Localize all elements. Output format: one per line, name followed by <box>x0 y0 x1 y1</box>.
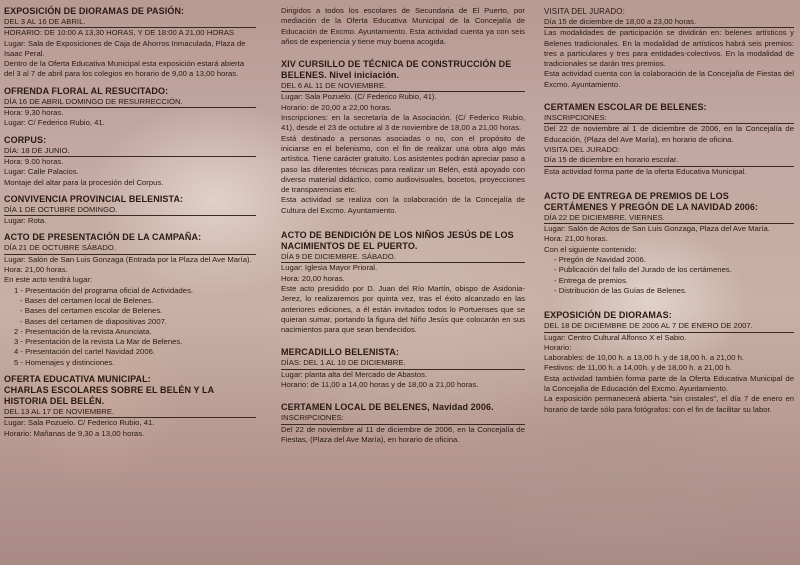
event-place: Lugar: Sala de Exposiciones de Caja de Ahorros Inmaculada, Plaza de Isaac Peral. <box>4 38 246 58</box>
jury-visit-date: Día 15 de diciembre en horario escolar. <box>544 155 794 166</box>
list-item: 3 - Presentación de la revista La Mar de Belenes. <box>14 337 183 347</box>
list-item: - Bases del certamen local de Belenes. <box>20 295 154 305</box>
event-time: Hora: 21,00 horas. <box>4 265 68 275</box>
event-dates: DEL 6 AL 11 DE NOVIEMBRE. <box>281 81 525 92</box>
event-date: DÍA 9 DE DICIEMBRE. SÁBADO. <box>281 252 525 263</box>
event-place: Lugar: planta alta del Mercado de Abastos. <box>281 369 428 379</box>
hours-weekdays: Laborables: de 10,00 h. a 13,00 h. y de 18,00 h. a 21,00 h. <box>544 353 745 363</box>
event-place: Lugar: Salón de San Luis Gonzaga (Entrada por la Plaza del Ave María). <box>4 254 252 264</box>
event-place: Lugar: Sala Pozuelo. C/ Federico Rubio, 41. <box>4 418 155 428</box>
section-title: CERTAMEN ESCOLAR DE BELENES: <box>544 102 707 113</box>
hours-holidays: Festivos: de 11,00 h. a 14,00h. y de 18,00 h. a 21,00 h. <box>544 363 732 373</box>
section-title: VISITA DEL JURADO: <box>544 7 625 16</box>
event-date: DÍA 1 DE OCTUBRE DOMINGO. <box>4 205 256 216</box>
event-date: DÍA: 18 DE JUNIO. <box>4 146 256 157</box>
paragraph: Del 22 de noviembre al 11 de diciembre de 2006, en la Concejalía de Fiestas, (Plaza del Ave María), en horario de oficina. <box>281 424 525 444</box>
inscriptions-label: INSCRIPCIONES: <box>544 113 794 124</box>
event-place: Lugar: C/ Federico Rubio, 41. <box>4 118 105 128</box>
section-title: CONVIVENCIA PROVINCIAL BELENISTA: <box>4 193 184 204</box>
section-title: EXPOSICIÓN DE DIORAMAS DE PASIÓN: <box>4 6 185 16</box>
list-item: 2 - Presentación de la revista Anunciata. <box>14 326 152 336</box>
section-subtitle: CHARLAS ESCOLARES SOBRE EL BELÉN Y LA HISTORIA DEL BELÉN. <box>4 385 214 407</box>
event-time: Hora: 21,00 horas. <box>544 234 608 244</box>
event-place: Lugar: Iglesia Mayor Prioral. <box>281 263 378 273</box>
inscriptions-label: INSCRIPCIONES: <box>281 413 525 424</box>
event-note: Montaje del altar para la procesión del Corpus. <box>4 177 164 187</box>
column-right <box>544 6 794 415</box>
event-intro: En este acto tendrá lugar: <box>4 275 93 285</box>
paragraph: Las modalidades de participación se dividirán en: belenes artísticos y Belenes tradicionales. En la modalidad de artísticos habrá seis premios: tres a particulares y tres para entidades-colectivos. En la modalidad de tradicionales se darán tres premios. <box>544 28 794 69</box>
section-title: XIV CURSILLO DE TÉCNICA DE CONSTRUCCIÓN DE BELENES. Nivel iniciación. <box>281 59 512 81</box>
list-item: 1 - Presentación del programa oficial de Actividades. <box>14 285 194 295</box>
list-item: - Entrega de premios. <box>554 275 628 285</box>
event-hours: Horario: de 20,00 a 22,00 horas. <box>281 102 392 112</box>
event-date: DÍA 16 DE ABRIL DOMINGO DE RESURRECCIÓN. <box>4 97 256 108</box>
event-time: Hora: 9,30 horas. <box>4 108 64 118</box>
paragraph: La exposición permanecerá abierta "sin cristales", el día 7 de enero en horario de tarde sólo para fotógrafos: con el fin de facilitar su labor. <box>544 394 794 414</box>
paragraph: Esta actividad también forma parte de la Oferta Educativa Municipal de la Concejalía de Educación del Excmo. Ayuntamiento. <box>544 373 794 394</box>
list-item: - Distribución de las Guías de Belenes. <box>554 285 687 295</box>
event-date: DÍA 21 DE OCTUBRE SÁBADO. <box>4 243 256 254</box>
section-title: ACTO DE BENDICIÓN DE LOS NIÑOS JESÚS DE LOS NACIMIENTOS DE EL PUERTO. <box>281 230 514 252</box>
list-item: - Publicación del fallo del Jurado de los certámenes. <box>554 265 732 275</box>
paragraph: Esta actividad forma parte de la oferta Educativa Municipal. <box>544 166 747 176</box>
event-dates: DÍAS: DEL 1 AL 10 DE DICIEMBRE. <box>281 358 525 369</box>
section-title: ACTO DE PRESENTACIÓN DE LA CAMPAÑA: <box>4 232 202 243</box>
intro-paragraph: Dirigidos a todos los escolares de Secundaria de El Puerto, por mediación de la Oferta Educativa Municipal de la Concejalía de Educación de Excmo. Ayuntamiento. Esta actividad cuenta ya con seis años de experiencia y tiene muy buena acogida. <box>281 6 525 46</box>
section-title: OFRENDA FLORAL AL RESUCITADO: <box>4 85 169 96</box>
event-date: DÍA 22 DE DICIEMBRE. VIERNES. <box>544 213 794 224</box>
hours-label: Horario: <box>544 342 572 352</box>
list-item: - Bases del certamen de diapositivas 2007. <box>20 316 168 326</box>
paragraph: Del 22 de noviembre al 1 de diciembre de 2006, en la Concejalía de Educación, (Plaza del Ave María), en horario de oficina. <box>544 124 794 144</box>
column-middle <box>281 6 525 445</box>
column-left <box>4 6 256 439</box>
list-item: - Pregón de Navidad 2006. <box>554 255 646 265</box>
event-hours: Horario: de 11,00 a 14,00 horas y de 18,00 a 21,00 horas. <box>281 380 479 390</box>
paragraph: Está destinado a personas asociadas o no, con el propósito de iniciarse en el belenismo, con el fin de realizar una obra algo más artística. Tiene carácter gratuito. Los asistentes podrán apreciar paso a paso las diferentes técnicas para realizar un Belén, está apoyado con diverso material didáctico, como audiovisuales, bocetos, proyecciones de transparencias etc. <box>281 133 525 195</box>
section-title: OFERTA EDUCATIVA MUNICIPAL: <box>4 374 151 385</box>
event-place: Lugar: Centro Cultural Alfonso X el Sabio. <box>544 332 687 342</box>
section-title: EXPOSICIÓN DE DIORAMAS: <box>544 310 672 321</box>
event-note: Dentro de la Oferta Educativa Municipal esta exposición estará abierta del 3 al 7 de abril para los colegios en horario de 9,00 a 13,00 horas. <box>4 59 245 79</box>
list-item: - Bases del certamen escolar de Belenes. <box>20 306 163 316</box>
event-place: Lugar: Salón de Actos de San Luis Gonzaga, Plaza del Ave María. <box>544 224 770 234</box>
event-place: Lugar: Rota. <box>4 216 47 226</box>
paragraph: Esta actividad cuenta con la colaboración de la Concejalía de Fiestas del Excmo. Ayuntamiento. <box>544 69 794 89</box>
event-hours: Horario: Mañanas de 9,30 a 13,00 horas. <box>4 428 145 438</box>
section-title: ACTO DE ENTREGA DE PREMIOS DE LOS CERTÁMENES Y PREGÓN DE LA NAVIDAD 2006: <box>544 190 759 212</box>
event-intro: Con el siguiente contenido: <box>544 244 637 254</box>
section-title: MERCADILLO BELENISTA: <box>281 347 399 358</box>
event-time: Hora: 9.00 horas. <box>4 156 64 166</box>
paragraph: Este acto presidido por D. Juan del Río Martín, obispo de Asidonia-Jerez, lo realizaremos por quinta vez, tras el éxito alcanzado en las anteriores ediciones, a él están invitados todos lo Portuenses que se quieran sumar, portando la figura del Niño Jesús que colocarán en sus nacimientos para que sean bendecidos. <box>281 283 525 335</box>
event-dates: DEL 18 DE DICIEMBRE DE 2006 AL 7 DE ENERO DE 2007. <box>544 321 794 332</box>
paragraph: Esta actividad se realiza con la colaboración de la Concejalía de Cultura del Excmo. Ayuntamiento. <box>281 195 525 215</box>
list-item: 5 - Homenajes y distinciones. <box>14 357 115 367</box>
event-dates: DEL 13 AL 17 DE NOVIEMBRE. <box>4 407 256 418</box>
event-dates: DEL 3 AL 16 DE ABRIL. <box>4 17 256 28</box>
paragraph: Inscripciones: en la secretaría de la Asociación. (C/ Federico Rubio, 41), desde el 23 de octubre al 3 de noviembre de 18,00 a 21,00 horas. <box>281 113 525 133</box>
section-title: CORPUS: <box>4 134 47 145</box>
event-dates: Día 15 de diciembre de 18,00 a 23,00 horas. <box>544 17 794 28</box>
jury-visit-label: VISITA DEL JURADO: <box>544 144 621 154</box>
event-hours: HORARIO: DE 10:00 A 13,30 HORAS, Y DE 18:00 A 21,00 HORAS <box>4 28 235 38</box>
event-place: Lugar: Sala Pozuelo. (C/ Federico Rubio, 41). <box>281 92 437 102</box>
event-time: Hora: 20,00 horas. <box>281 273 345 283</box>
section-title: CERTAMEN LOCAL DE BELENES, Navidad 2006. <box>281 402 494 413</box>
list-item: 4 - Presentación del cartel Navidad 2006. <box>14 347 156 357</box>
event-place: Lugar: Calle Palacios. <box>4 167 79 177</box>
